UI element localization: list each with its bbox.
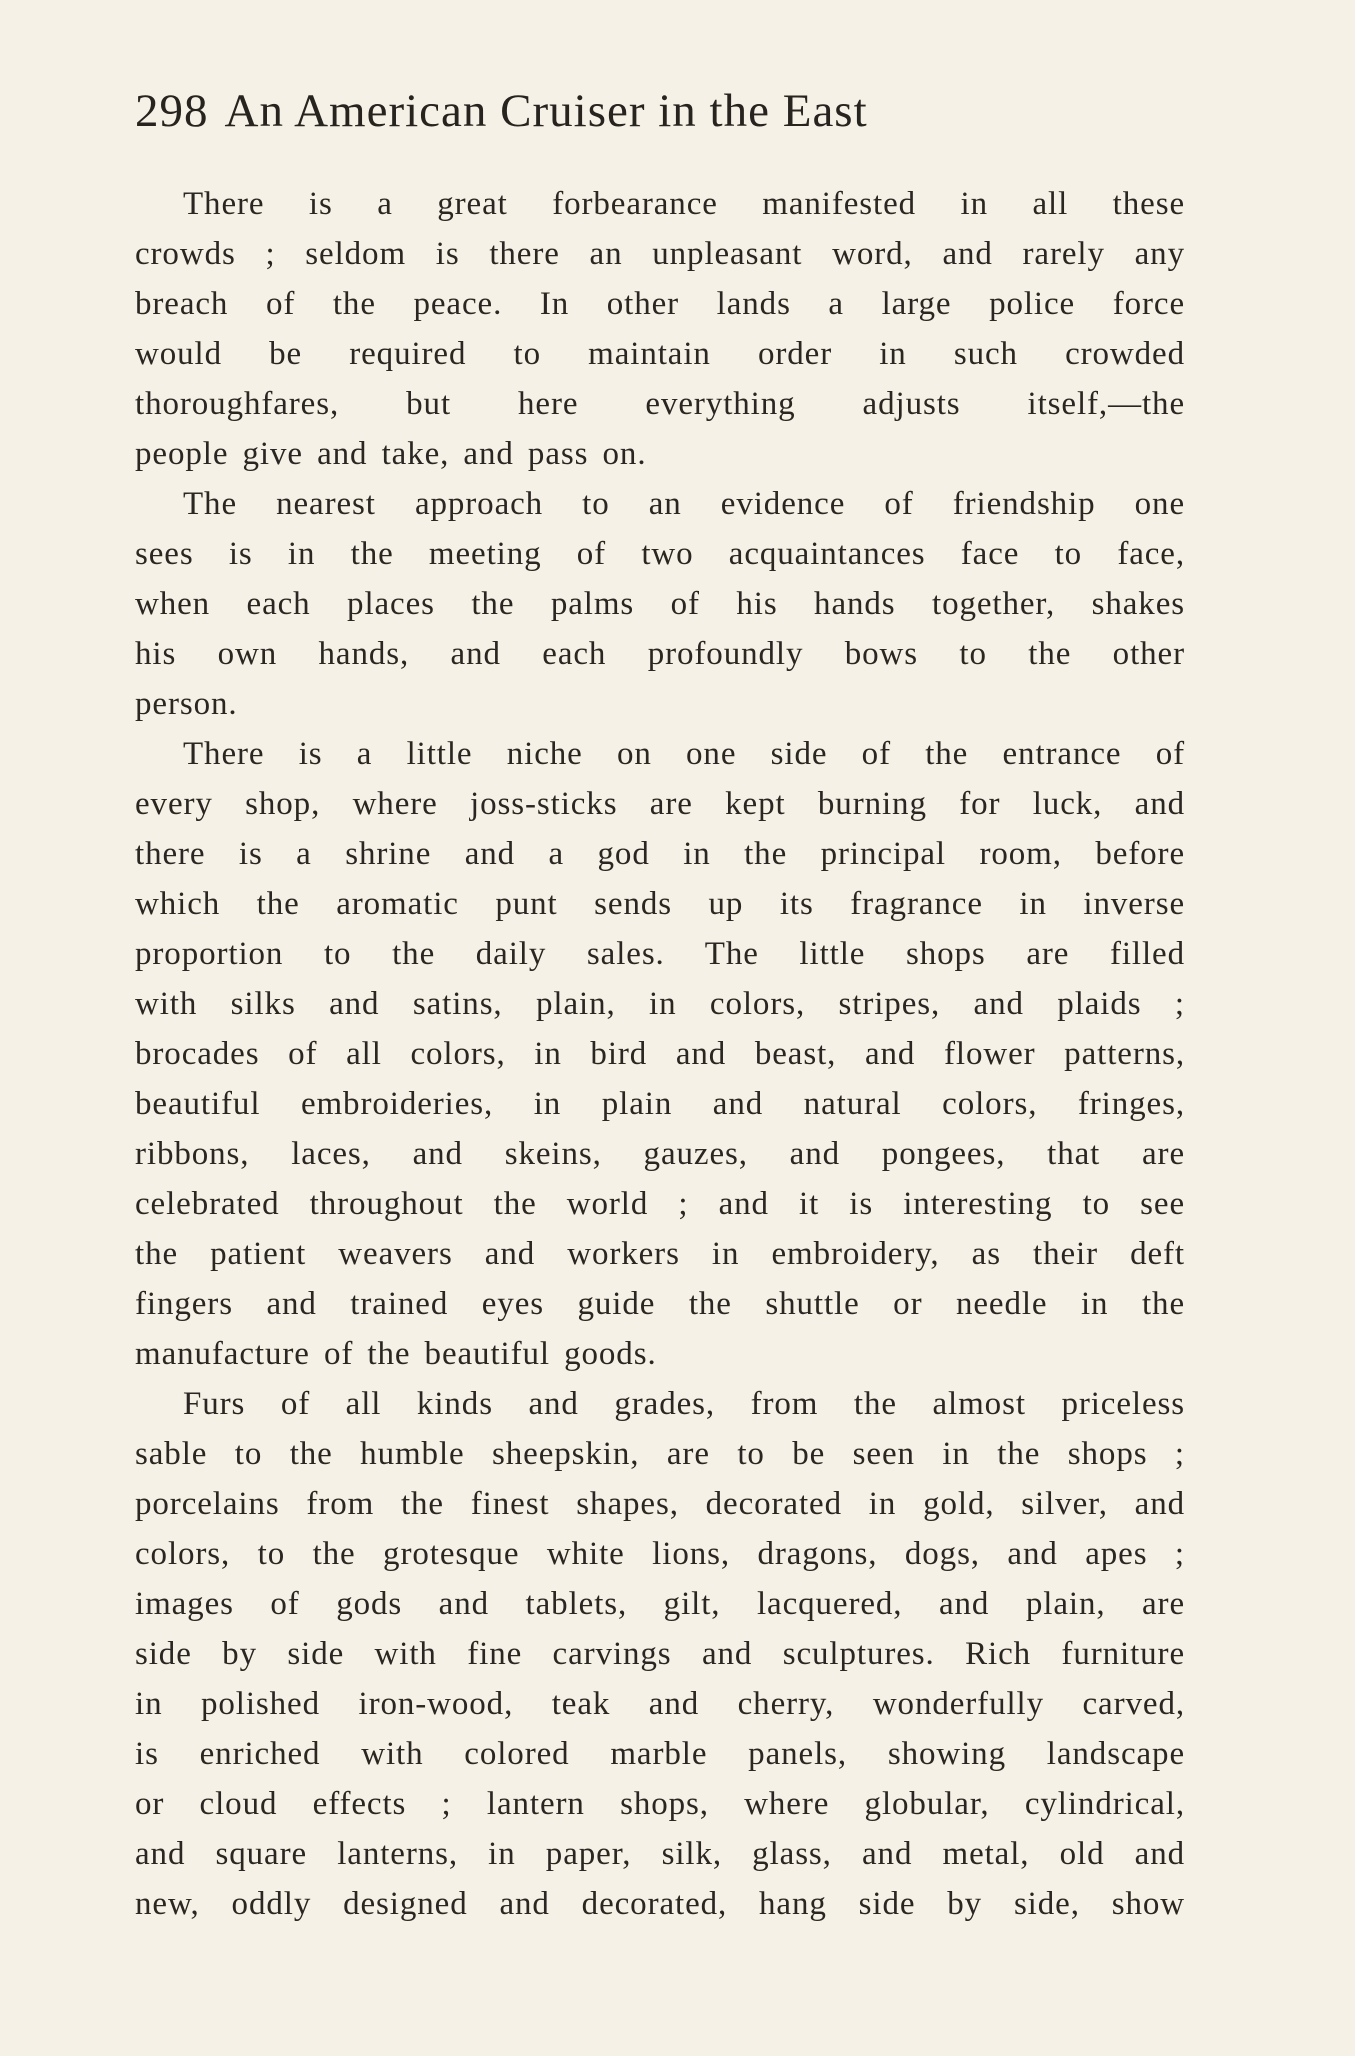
text-line: proportion to the daily sales. The little shops are filled — [135, 936, 1185, 972]
page-number: 298 — [135, 85, 209, 137]
running-head — [135, 85, 1185, 137]
text-line: every shop, where joss-sticks are kept burning for luck, and — [135, 786, 1185, 822]
text-line: fingers and trained eyes guide the shuttle or needle in the — [135, 1286, 1185, 1322]
text-line: crowds ; seldom is there an unpleasant word, and rarely any — [135, 236, 1185, 272]
text-line: porcelains from the finest shapes, decorated in gold, silver, and — [135, 1486, 1185, 1522]
text-line: The nearest approach to an evidence of friendship one — [183, 486, 1185, 522]
text-line: breach of the peace. In other lands a large police force — [135, 286, 1185, 322]
text-line: images of gods and tablets, gilt, lacquered, and plain, are — [135, 1586, 1185, 1622]
text-line: his own hands, and each profoundly bows to the other — [135, 636, 1185, 672]
text-line: colors, to the grotesque white lions, dragons, dogs, and apes ; — [135, 1536, 1185, 1572]
text-line: There is a little niche on one side of the entrance of — [183, 736, 1185, 772]
paragraph — [135, 729, 1185, 1379]
text-line: manufacture of the beautiful goods. — [135, 1336, 657, 1372]
text-line: thoroughfares, but here everything adjusts itself,—the — [135, 386, 1185, 422]
text-line: side by side with fine carvings and sculptures. Rich furniture — [135, 1636, 1185, 1672]
paragraph — [135, 1379, 1185, 1929]
running-title: An American Cruiser in the East — [224, 85, 868, 137]
text-line: person. — [135, 686, 238, 722]
text-line: beautiful embroideries, in plain and natural colors, fringes, — [135, 1086, 1185, 1122]
text-line: Furs of all kinds and grades, from the almost priceless — [183, 1386, 1185, 1422]
paragraph — [135, 479, 1185, 729]
text-line: sable to the humble sheepskin, are to be seen in the shops ; — [135, 1436, 1185, 1472]
body-text — [135, 179, 1185, 1929]
text-line: There is a great forbearance manifested in all these — [183, 186, 1185, 222]
text-line: celebrated throughout the world ; and it is interesting to see — [135, 1186, 1185, 1222]
text-line: people give and take, and pass on. — [135, 436, 647, 472]
text-line: and square lanterns, in paper, silk, glass, and metal, old and — [135, 1836, 1185, 1872]
text-line: sees is in the meeting of two acquaintances face to face, — [135, 536, 1185, 572]
text-line: there is a shrine and a god in the principal room, before — [135, 836, 1185, 872]
text-line: the patient weavers and workers in embroidery, as their deft — [135, 1236, 1185, 1272]
text-line: when each places the palms of his hands together, shakes — [135, 586, 1185, 622]
paragraph — [135, 179, 1185, 479]
text-line: with silks and satins, plain, in colors, stripes, and plaids ; — [135, 986, 1185, 1022]
book-page — [135, 85, 1185, 1929]
text-line: which the aromatic punt sends up its fragrance in inverse — [135, 886, 1185, 922]
text-line: would be required to maintain order in such crowded — [135, 336, 1185, 372]
text-line: new, oddly designed and decorated, hang side by side, show — [135, 1886, 1185, 1922]
text-line: is enriched with colored marble panels, showing landscape — [135, 1736, 1185, 1772]
text-line: in polished iron-wood, teak and cherry, wonderfully carved, — [135, 1686, 1185, 1722]
text-line: brocades of all colors, in bird and beast, and flower patterns, — [135, 1036, 1185, 1072]
text-line: or cloud effects ; lantern shops, where globular, cylindrical, — [135, 1786, 1185, 1822]
text-line: ribbons, laces, and skeins, gauzes, and pongees, that are — [135, 1136, 1185, 1172]
